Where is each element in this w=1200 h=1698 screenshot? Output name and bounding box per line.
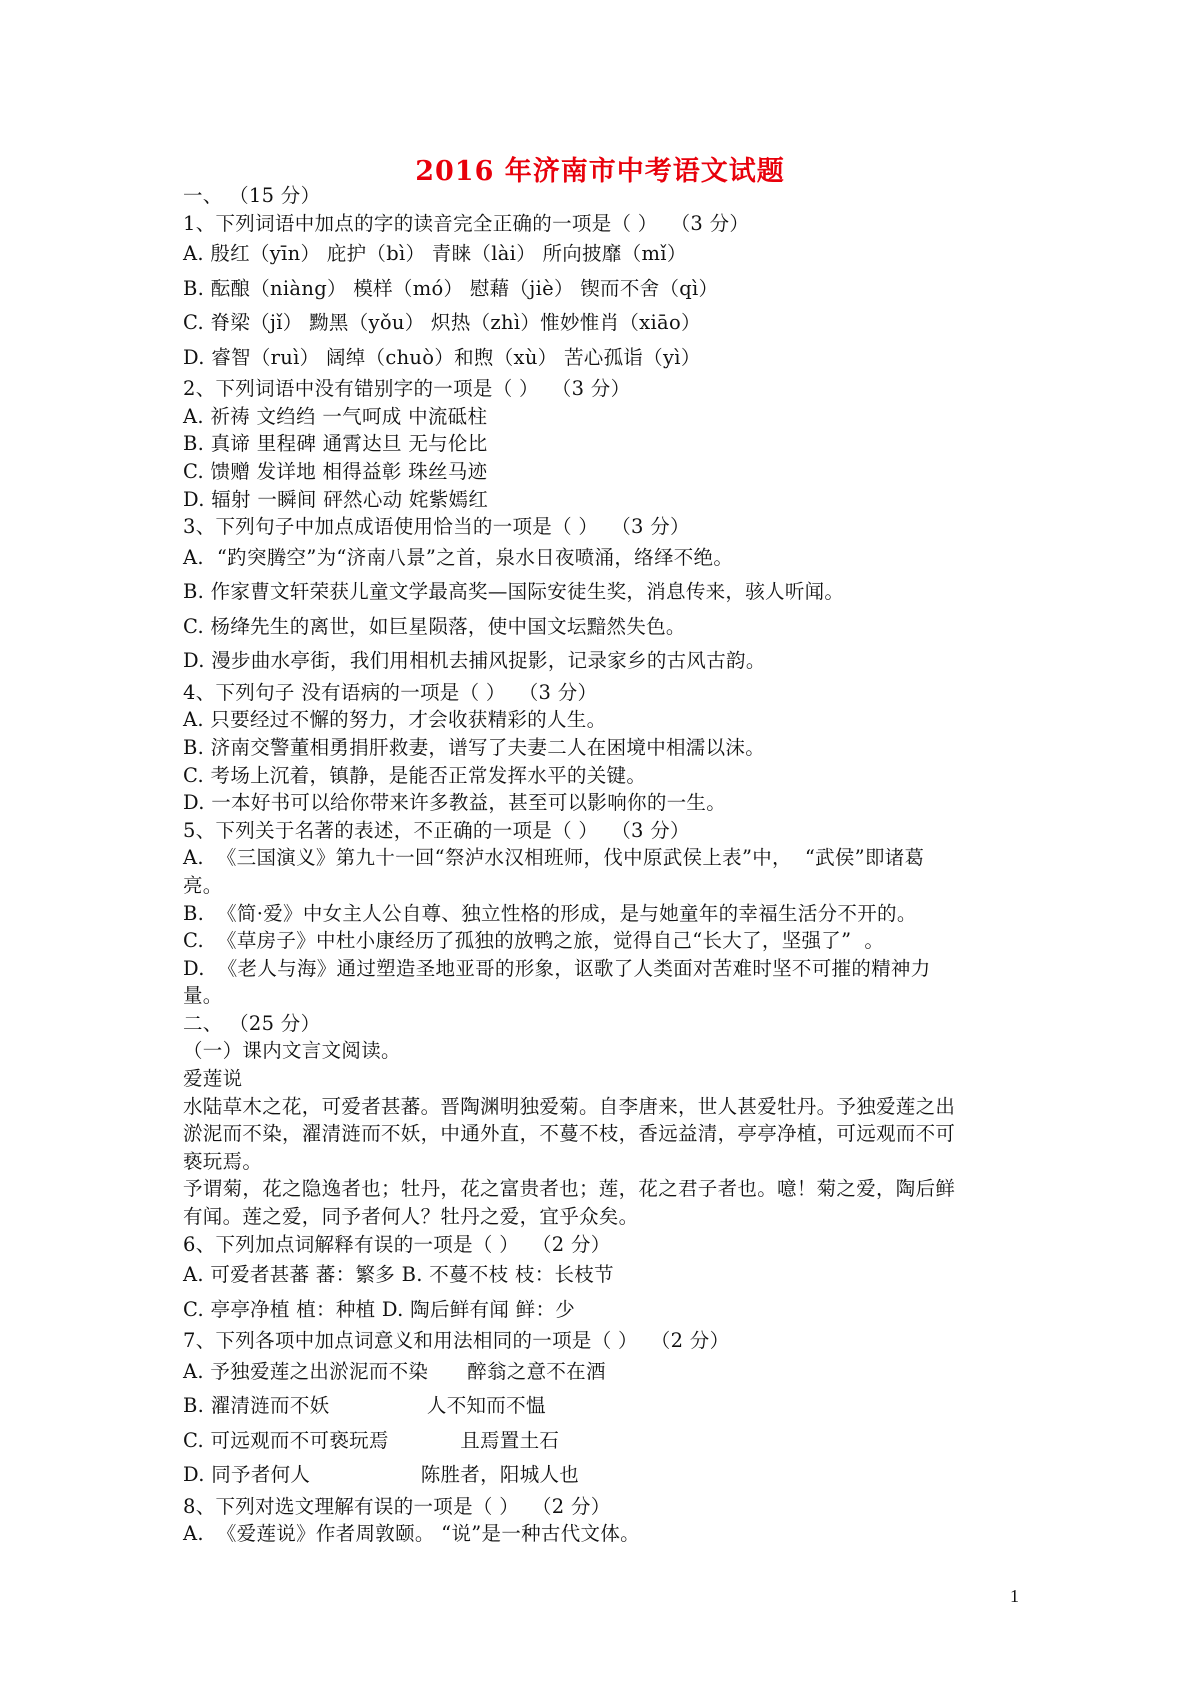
text-line: C. 亭亭净植 植：种植 D. 陶后鲜有闻 鲜：少 [183, 1297, 576, 1321]
text-line: 1、下列词语中加点的字的读音完全正确的一项是（ ） （3 分） [183, 211, 750, 235]
text-line: C. 考场上沉着，镇静，是能否正常发挥水平的关键。 [183, 763, 647, 787]
text-line: 2、下列词语中没有错别字的一项是（ ） （3 分） [183, 377, 631, 401]
text-line: 6、下列加点词解释有误的一项是（ ） （2 分） [183, 1232, 611, 1256]
text-line: A. “趵突腾空”为“济南八景”之首，泉水日夜喷涌，络绎不绝。 [183, 545, 734, 569]
page-number: 1 [1010, 1586, 1019, 1606]
page-title: 2016 年济南市中考语文试题 [415, 156, 785, 187]
text-line: 3、下列句子中加点成语使用恰当的一项是（ ） （3 分） [183, 515, 690, 539]
text-line: B. 濯清涟而不妖 人不知而不愠 [183, 1394, 546, 1418]
text-line: 8、下列对选文理解有误的一项是（ ） （2 分） [183, 1494, 611, 1518]
text-line: 量。 [183, 984, 223, 1008]
text-line: D. 《老人与海》通过塑造圣地亚哥的形象，讴歌了人类面对苦难时坚不可摧的精神力 [183, 956, 931, 980]
text-line: A. 殷红（yīn） 庇护（bì） 青睐（lài） 所向披靡（mǐ） [183, 242, 687, 266]
text-line: C. 馈赠 发详地 相得益彰 珠丝马迹 [183, 459, 488, 483]
text-line: A. 予独爱莲之出淤泥而不染 醉翁之意不在酒 [183, 1359, 606, 1383]
text-line: C. 杨绛先生的离世，如巨星陨落，使中国文坛黯然失色。 [183, 614, 686, 638]
text-line: A. 祈祷 文绉绉 一气呵成 中流砥柱 [183, 404, 488, 428]
text-line: （一）课内文言文阅读。 [183, 1039, 401, 1063]
text-line: B. 济南交警董相勇捐肝救妻，谱写了夫妻二人在困境中相濡以沫。 [183, 735, 766, 759]
text-line: C. 脊梁（jǐ） 黝黑（yǒu） 炽热（zhì）惟妙惟肖（xiāo） [183, 311, 701, 335]
text-line: A. 可爱者甚蕃 蕃：繁多 B. 不蔓不枝 枝：长枝节 [183, 1263, 614, 1287]
text-line: D. 睿智（ruì） 阔绰（chuò）和煦（xù） 苦心孤诣（yì） [183, 345, 701, 369]
text-line: D. 一本好书可以给你带来许多教益，甚至可以影响你的一生。 [183, 791, 727, 815]
text-line: A. 《爱莲说》作者周敦颐。 “说”是一种古代文体。 [183, 1522, 640, 1546]
text-line: D. 漫步曲水亭街，我们用相机去捕风捉影，记录家乡的古风古韵。 [183, 649, 766, 673]
text-line: 二、 （25 分） [183, 1011, 321, 1035]
text-line: 淤泥而不染，濯清涟而不妖，中通外直，不蔓不枝，香远益清，亭亭净植，可远观而不可 [183, 1122, 956, 1146]
text-line: B. 真谛 里程碑 通霄达旦 无与伦比 [183, 432, 488, 456]
text-line: 爱莲说 [183, 1067, 243, 1091]
text-line: 予谓菊，花之隐逸者也；牡丹，花之富贵者也；莲，花之君子者也。噫！菊之爱，陶后鲜 [183, 1177, 956, 1201]
text-line: B. 酝酿（niàng） 模样（mó） 慰藉（jiè） 锲而不舍（qì） [183, 276, 719, 300]
text-line: B. 《简·爱》中女主人公自尊、独立性格的形成，是与她童年的幸福生活分不开的。 [183, 901, 917, 925]
text-line: 有闻。莲之爱，同予者何人？牡丹之爱，宜乎众矣。 [183, 1205, 639, 1229]
exam-content [183, 182, 1043, 1548]
text-line: 7、下列各项中加点词意义和用法相同的一项是（ ） （2 分） [183, 1329, 730, 1353]
text-line: D. 同予者何人 陈胜者，阳城人也 [183, 1463, 580, 1487]
text-line: 一、 （15 分） [183, 184, 321, 207]
text-line: 水陆草木之花，可爱者甚蕃。晋陶渊明独爱菊。自李唐来，世人甚爱牡丹。予独爱莲之出 [183, 1094, 956, 1118]
text-line: 亮。 [183, 873, 223, 897]
text-line: A. 只要经过不懈的努力，才会收获精彩的人生。 [183, 708, 607, 732]
text-line: A. 《三国演义》第九十一回“祭泸水汉相班师，伐中原武侯上表”中， “武侯”即诸葛 [183, 846, 925, 870]
text-line: D. 辐射 一瞬间 砰然心动 姹紫嫣红 [183, 487, 489, 511]
text-line: 4、下列句子 没有语病的一项是（ ） （3 分） [183, 680, 598, 704]
text-line: 5、下列关于名著的表述，不正确的一项是（ ） （3 分） [183, 818, 690, 842]
text-line: C. 可远观而不可亵玩焉 且焉置土石 [183, 1428, 560, 1452]
text-line: 亵玩焉。 [183, 1149, 263, 1173]
text-line: B. 作家曹文轩荣获儿童文学最高奖—国际安徒生奖，消息传来，骇人听闻。 [183, 580, 845, 604]
text-line: C. 《草房子》中杜小康经历了孤独的放鸭之旅，觉得自己“长大了，坚强了” 。 [183, 929, 885, 953]
